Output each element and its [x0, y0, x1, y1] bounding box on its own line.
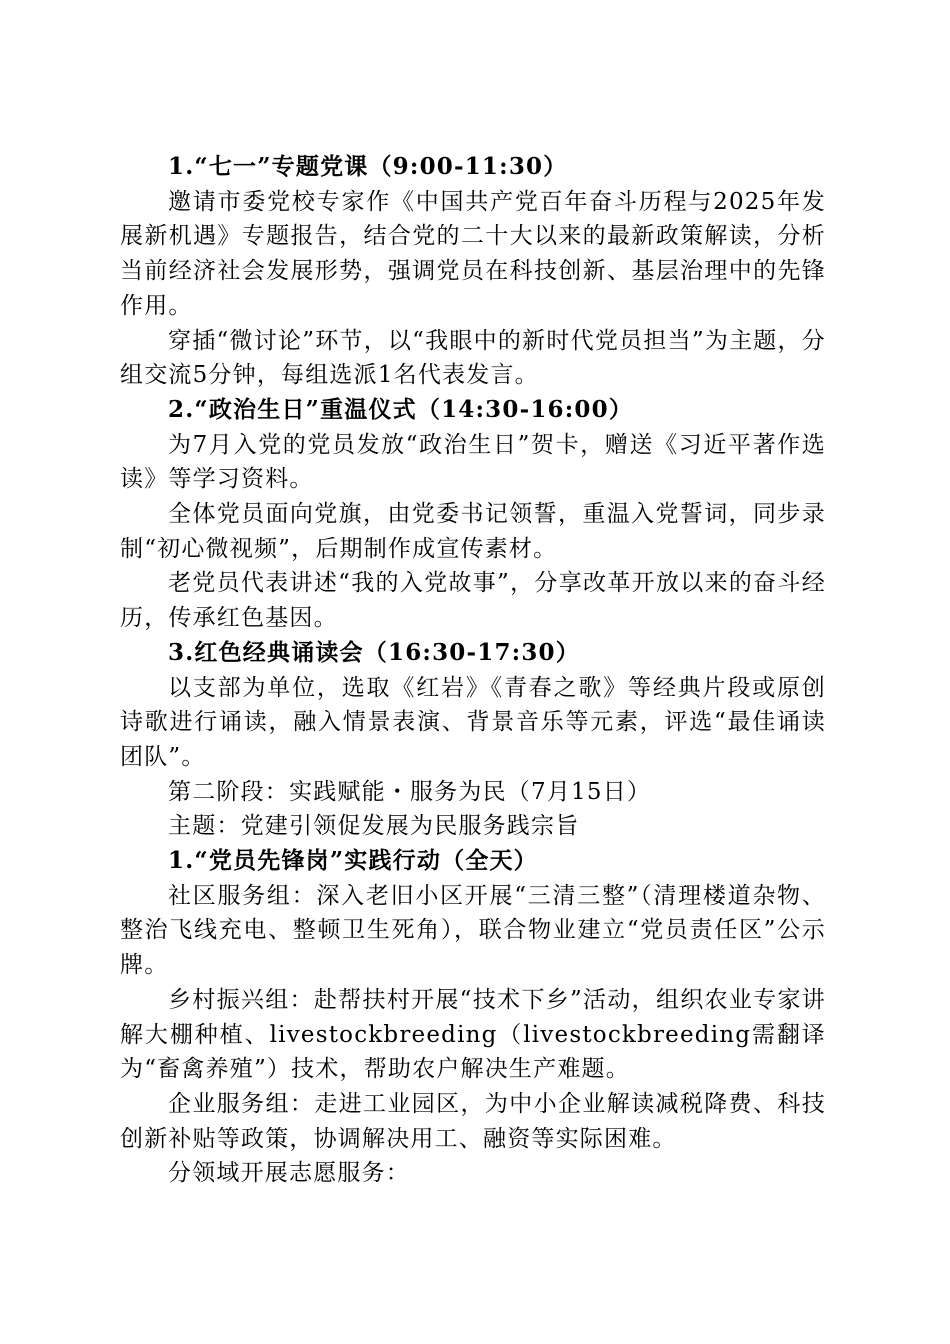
stage-theme: 主题：党建引领促发展为民服务践宗旨 — [168, 813, 580, 840]
paragraph: 老党员代表讲述“我的入党故事”，分享改革开放以来的奋斗经历，传承红色基因。 — [120, 570, 826, 632]
paragraph: 穿插“微讨论”环节，以“我眼中的新时代党员担当”为主题，分组交流5分钟，每组选派1名代表发言。 — [120, 327, 826, 389]
paragraph: 乡村振兴组：赴帮扶村开展“技术下乡”活动，组织农业专家讲解大棚种植、livestockbreeding（livestockbreeding需翻译为“畜禽养殖”）技术，帮助农户解决生产难题。 — [120, 986, 826, 1083]
paragraph: 全体党员面向党旗，由党委书记领誓，重温入党誓词，同步录制“初心微视频”，后期制作成宣传素材。 — [120, 501, 826, 562]
paragraph: 以支部为单位，选取《红岩》《青春之歌》等经典片段或原创诗歌进行诵读，融入情景表演、背景音乐等元素，评选“最佳诵读团队”。 — [120, 674, 826, 770]
document-body — [120, 150, 826, 1191]
paragraph: 分领域开展志愿服务： — [168, 1160, 410, 1187]
paragraph: 邀请市委党校专家作《中国共产党百年奋斗历程与2025年发展新机遇》专题报告，结合党的二十大以来的最新政策解读，分析当前经济社会发展形势，强调党员在科技创新、基层治理中的先锋作用。 — [120, 188, 826, 319]
paragraph: 企业服务组：走进工业园区，为中小企业解读减税降费、科技创新补贴等政策，协调解决用工、融资等实际困难。 — [120, 1090, 826, 1152]
section-heading-1: 1.“七一”专题党课（9:00-11:30） — [168, 153, 568, 180]
section-heading-3: 3.红色经典诵读会（16:30-17:30） — [168, 638, 580, 666]
section-heading-2: 2.“政治生日”重温仪式（14:30-16:00） — [168, 395, 634, 423]
stage-title: 第二阶段：实践赋能・服务为民（7月15日） — [168, 778, 652, 805]
section-heading-4: 1.“党员先锋岗”实践行动（全天） — [168, 847, 538, 875]
paragraph: 为7月入党的党员发放“政治生日”贺卡，赠送《习近平著作选读》等学习资料。 — [120, 431, 826, 493]
paragraph: 社区服务组：深入老旧小区开展“三清三整”（清理楼道杂物、整治飞线充电、整顿卫生死角），联合物业建立“党员责任区”公示牌。 — [120, 882, 826, 979]
